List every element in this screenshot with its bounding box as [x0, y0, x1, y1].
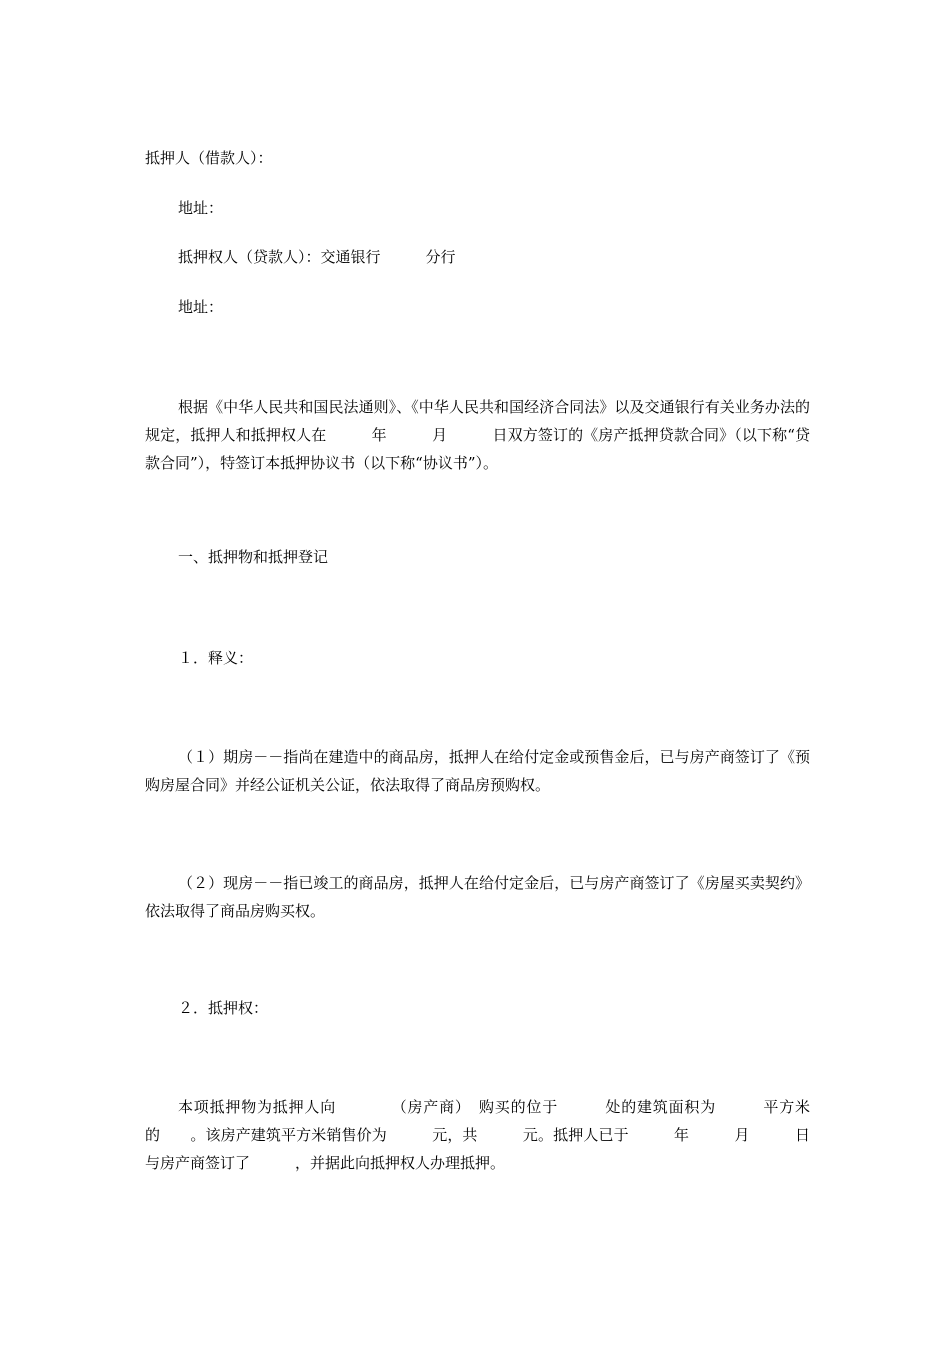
mortgagor-address-label: 地址： [178, 199, 224, 217]
item-2-title: ２．抵押权： [178, 999, 269, 1017]
mortgagor-label: 抵押人（借款人）： [145, 149, 273, 167]
mortgagee-label: 抵押权人（贷款人）：交通银行 分行 [178, 248, 456, 266]
section-1-title: 一、抵押物和抵押登记 [178, 548, 329, 566]
mortgagee-address-label: 地址： [178, 298, 224, 316]
item-2-paragraph: 本项抵押物为抵押人向 （房产商） 购买的位于 处的建筑面积为 平方米的 。该房产建筑平方米销售价为 元，共 元。抵押人已于 年 月 日与房产商签订了 ，并据此向抵押权人办理抵押。 [145, 1098, 810, 1172]
preamble-paragraph: 根据《中华人民共和国民法通则》、《中华人民共和国经济合同法》以及交通银行有关业务办法的规定，抵押人和抵押权人在 年 月 日双方签订的《房产抵押贷款合同》（以下称“贷款合同”），特签订本抵押协议书（以下称“协议书”）。 [145, 398, 810, 472]
item-1-title: １．释义： [178, 649, 254, 667]
item-1a-paragraph: （１）期房－－指尚在建造中的商品房，抵押人在给付定金或预售金后，已与房产商签订了《预购房屋合同》并经公证机关公证，依法取得了商品房预购权。 [145, 748, 810, 794]
item-1b-paragraph: （２）现房－－指已竣工的商品房，抵押人在给付定金后，已与房产商签订了《房屋买卖契约》依法取得了商品房购买权。 [145, 874, 810, 920]
